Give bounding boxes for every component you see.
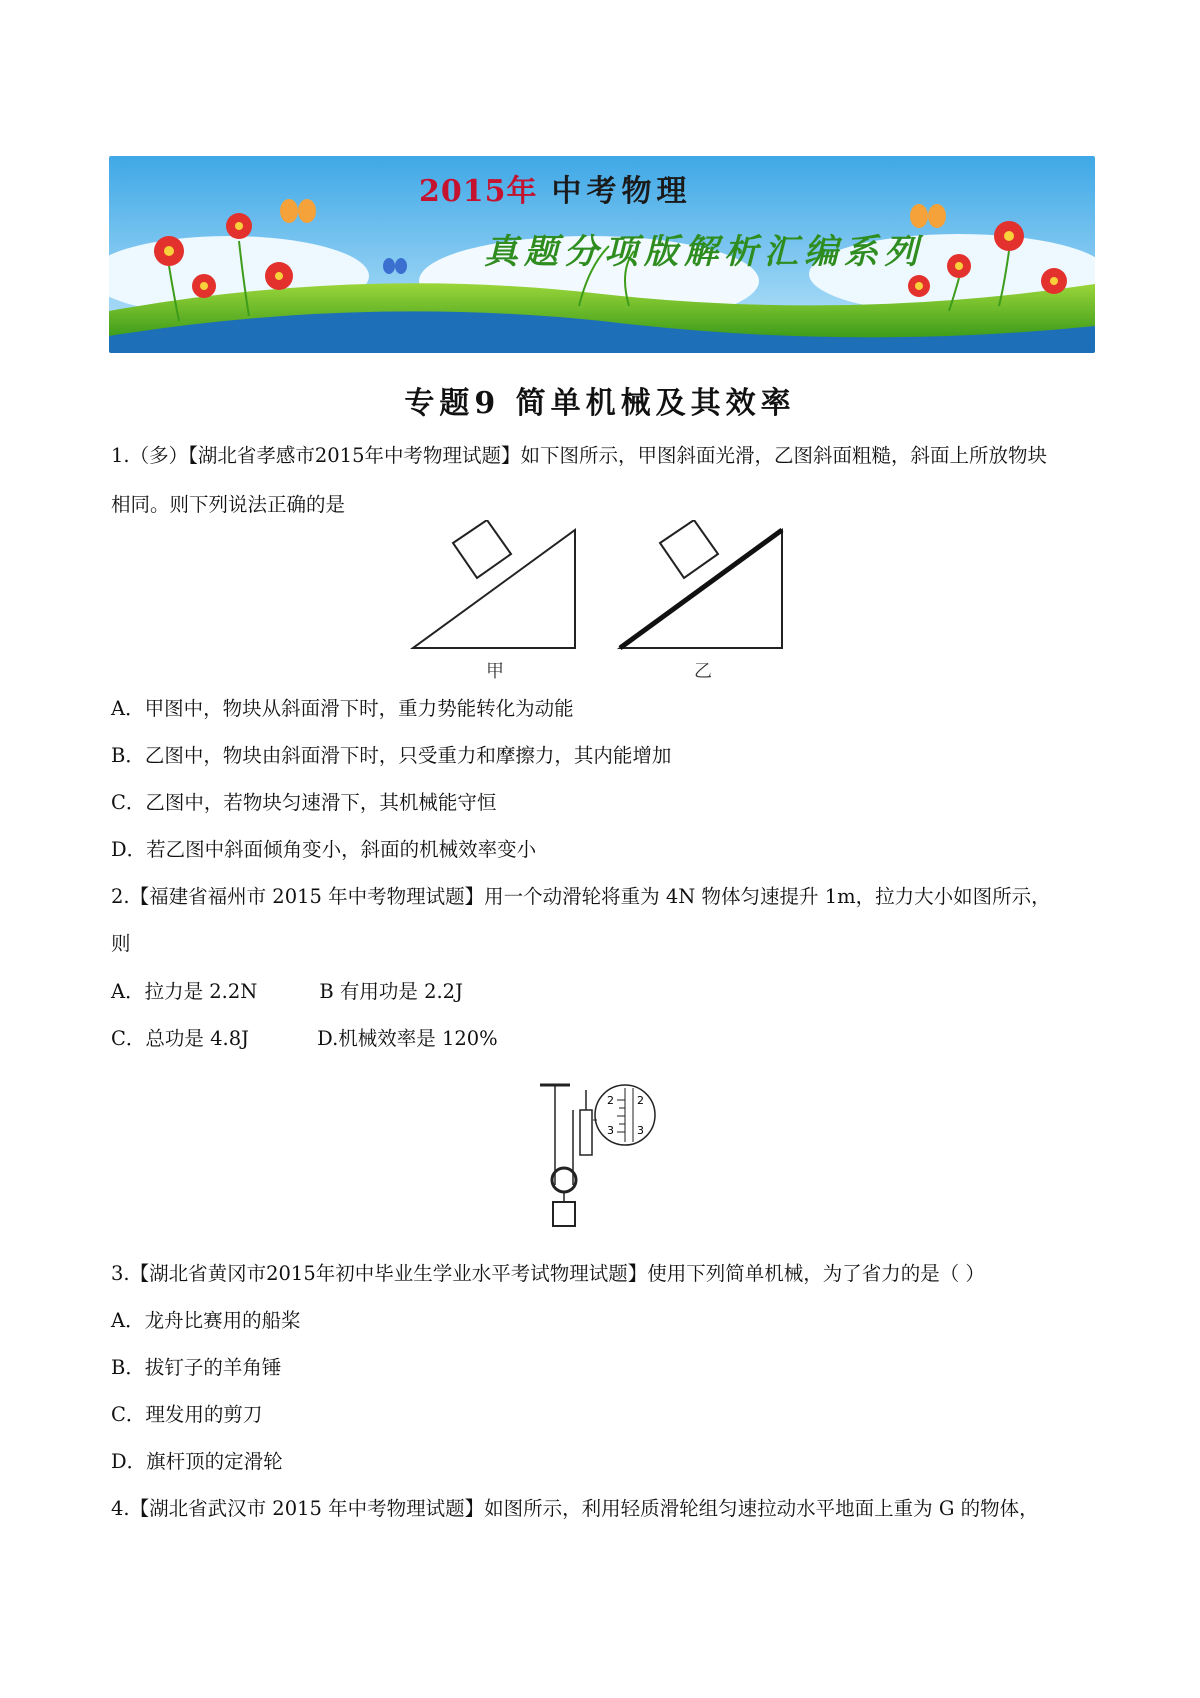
q1-option-c: C．乙图中，若物块匀速滑下，其机械能守恒: [111, 791, 497, 814]
q2-stem-line1: 2.【福建省福州市 2015 年中考物理试题】用一个动滑轮将重为 4N 物体匀速提升 1m，拉力大小如图所示，: [111, 885, 1051, 908]
q2-options-row1: A．拉力是 2.2N B 有用功是 2.2J: [111, 980, 463, 1003]
banner-year: 2015年: [419, 174, 538, 209]
q1-option-b: B．乙图中，物块由斜面滑下时，只受重力和摩擦力，其内能增加: [111, 744, 672, 767]
figure-label-yi: 乙: [694, 661, 712, 682]
spring-scale: [580, 1110, 592, 1155]
q3-option-d: D．旗杆顶的定滑轮: [111, 1450, 283, 1473]
banner-series: 真题分项版解析汇编系列: [484, 232, 924, 272]
q1-incline-figure: [405, 520, 805, 675]
q1-option-a: A．甲图中，物块从斜面滑下时，重力势能转化为动能: [111, 697, 574, 720]
q4-stem: 4.【湖北省武汉市 2015 年中考物理试题】如图所示，利用轻质滑轮组匀速拉动水平地面上重为 G 的物体，: [111, 1497, 1039, 1520]
q3-option-b: B．拔钉子的羊角锤: [111, 1356, 282, 1379]
header-banner: [109, 156, 1095, 353]
q2-stem-line2: 则: [111, 932, 131, 955]
q3-option-c: C．理发用的剪刀: [111, 1403, 263, 1426]
q3-option-a: A．龙舟比赛用的船桨: [111, 1309, 301, 1332]
q1-option-d: D．若乙图中斜面倾角变小，斜面的机械效率变小: [111, 838, 537, 861]
scale-tick-label: 2: [637, 1094, 644, 1107]
banner-title: [419, 166, 692, 210]
block-on-rough-incline: [660, 520, 718, 578]
q3-stem: 3.【湖北省黄冈市2015年初中毕业生学业水平考试物理试题】使用下列简单机械，为了省力的是（ ）: [111, 1262, 985, 1285]
scale-tick-label: 3: [607, 1124, 614, 1137]
block-on-smooth-incline: [453, 520, 511, 578]
weight-block: [553, 1202, 575, 1226]
q2-pulley-figure: [525, 1080, 685, 1240]
page-title: 专题9 简单机械及其效率: [404, 386, 796, 421]
banner-subject: 中考物理: [551, 174, 692, 209]
scale-tick-label: 3: [637, 1124, 644, 1137]
scale-tick-label: 2: [607, 1094, 614, 1107]
q2-options-row2: C．总功是 4.8J D.机械效率是 120%: [111, 1027, 498, 1050]
q1-stem-line2: 相同。则下列说法正确的是: [111, 493, 346, 516]
q1-stem-line1: 1.（多）【湖北省孝感市2015年中考物理试题】如下图所示，甲图斜面光滑，乙图斜面粗糙，斜面上所放物块: [111, 444, 1047, 467]
figure-label-jia: 甲: [486, 661, 504, 682]
